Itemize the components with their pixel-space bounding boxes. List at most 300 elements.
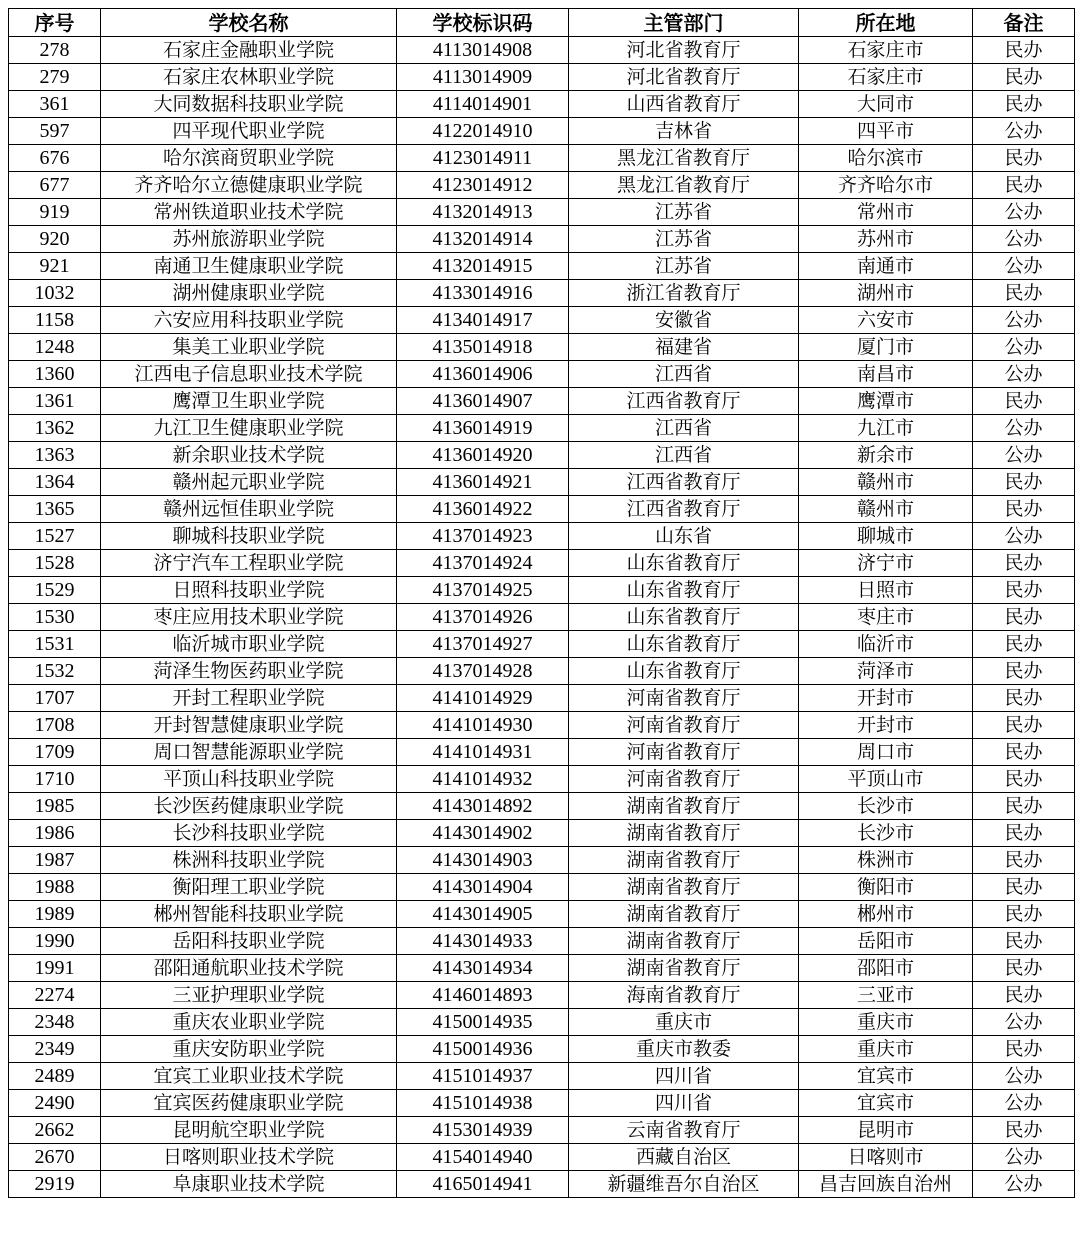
cell-remark: 公办 — [973, 442, 1075, 469]
cell-department: 山东省教育厅 — [569, 577, 799, 604]
cell-location: 枣庄市 — [799, 604, 973, 631]
cell-school-code: 4165014941 — [397, 1171, 569, 1198]
cell-location: 六安市 — [799, 307, 973, 334]
cell-index: 1989 — [9, 901, 101, 928]
table-row — [9, 1090, 1075, 1117]
table-row — [9, 442, 1075, 469]
cell-index: 278 — [9, 37, 101, 64]
cell-department: 湖南省教育厅 — [569, 901, 799, 928]
cell-school-name: 赣州远恒佳职业学院 — [101, 496, 397, 523]
cell-remark: 公办 — [973, 118, 1075, 145]
cell-school-code: 4137014925 — [397, 577, 569, 604]
header-index: 序号 — [9, 9, 101, 37]
cell-remark: 公办 — [973, 1171, 1075, 1198]
cell-location: 重庆市 — [799, 1009, 973, 1036]
header-row — [9, 9, 1075, 37]
table-row — [9, 1171, 1075, 1198]
cell-school-name: 枣庄应用技术职业学院 — [101, 604, 397, 631]
cell-school-code: 4137014928 — [397, 658, 569, 685]
cell-remark: 民办 — [973, 847, 1075, 874]
cell-location: 三亚市 — [799, 982, 973, 1009]
cell-department: 黑龙江省教育厅 — [569, 172, 799, 199]
cell-index: 1530 — [9, 604, 101, 631]
cell-school-code: 4136014922 — [397, 496, 569, 523]
cell-school-name: 周口智慧能源职业学院 — [101, 739, 397, 766]
cell-remark: 民办 — [973, 766, 1075, 793]
cell-location: 济宁市 — [799, 550, 973, 577]
cell-school-code: 4151014938 — [397, 1090, 569, 1117]
cell-department: 福建省 — [569, 334, 799, 361]
cell-school-code: 4136014921 — [397, 469, 569, 496]
cell-school-code: 4114014901 — [397, 91, 569, 118]
cell-location: 宜宾市 — [799, 1090, 973, 1117]
cell-department: 浙江省教育厅 — [569, 280, 799, 307]
table-row — [9, 820, 1075, 847]
header-department: 主管部门 — [569, 9, 799, 37]
cell-index: 2349 — [9, 1036, 101, 1063]
cell-index: 1361 — [9, 388, 101, 415]
cell-department: 江西省教育厅 — [569, 388, 799, 415]
cell-location: 郴州市 — [799, 901, 973, 928]
cell-school-code: 4154014940 — [397, 1144, 569, 1171]
cell-school-name: 菏泽生物医药职业学院 — [101, 658, 397, 685]
cell-school-name: 昆明航空职业学院 — [101, 1117, 397, 1144]
cell-remark: 民办 — [973, 1117, 1075, 1144]
cell-school-name: 哈尔滨商贸职业学院 — [101, 145, 397, 172]
cell-school-name: 阜康职业技术学院 — [101, 1171, 397, 1198]
table-row — [9, 550, 1075, 577]
table-row — [9, 1117, 1075, 1144]
table-row — [9, 874, 1075, 901]
cell-location: 南通市 — [799, 253, 973, 280]
cell-index: 2919 — [9, 1171, 101, 1198]
cell-index: 2670 — [9, 1144, 101, 1171]
table-row — [9, 523, 1075, 550]
cell-school-name: 济宁汽车工程职业学院 — [101, 550, 397, 577]
cell-remark: 民办 — [973, 280, 1075, 307]
cell-department: 西藏自治区 — [569, 1144, 799, 1171]
cell-school-code: 4141014930 — [397, 712, 569, 739]
cell-index: 1158 — [9, 307, 101, 334]
cell-school-name: 湖州健康职业学院 — [101, 280, 397, 307]
table-row — [9, 361, 1075, 388]
table-row — [9, 118, 1075, 145]
cell-remark: 民办 — [973, 739, 1075, 766]
table-row — [9, 577, 1075, 604]
table-row — [9, 847, 1075, 874]
cell-school-code: 4113014909 — [397, 64, 569, 91]
cell-location: 宜宾市 — [799, 1063, 973, 1090]
cell-school-code: 4143014904 — [397, 874, 569, 901]
cell-school-name: 株洲科技职业学院 — [101, 847, 397, 874]
cell-department: 江西省 — [569, 415, 799, 442]
cell-school-code: 4137014926 — [397, 604, 569, 631]
cell-index: 1365 — [9, 496, 101, 523]
cell-index: 1528 — [9, 550, 101, 577]
cell-remark: 公办 — [973, 1009, 1075, 1036]
cell-index: 1532 — [9, 658, 101, 685]
cell-index: 2489 — [9, 1063, 101, 1090]
table-row — [9, 685, 1075, 712]
table-row — [9, 712, 1075, 739]
cell-remark: 民办 — [973, 145, 1075, 172]
table-row — [9, 37, 1075, 64]
cell-index: 1708 — [9, 712, 101, 739]
table-row — [9, 1144, 1075, 1171]
cell-remark: 民办 — [973, 712, 1075, 739]
cell-remark: 民办 — [973, 685, 1075, 712]
cell-remark: 民办 — [973, 496, 1075, 523]
cell-location: 周口市 — [799, 739, 973, 766]
cell-department: 海南省教育厅 — [569, 982, 799, 1009]
cell-index: 1707 — [9, 685, 101, 712]
cell-school-code: 4134014917 — [397, 307, 569, 334]
header-school-name: 学校名称 — [101, 9, 397, 37]
cell-index: 921 — [9, 253, 101, 280]
table-body — [9, 37, 1075, 1198]
cell-remark: 民办 — [973, 469, 1075, 496]
cell-remark: 民办 — [973, 901, 1075, 928]
cell-department: 山东省 — [569, 523, 799, 550]
cell-school-code: 4113014908 — [397, 37, 569, 64]
table-row — [9, 496, 1075, 523]
cell-index: 1990 — [9, 928, 101, 955]
cell-index: 1710 — [9, 766, 101, 793]
cell-department: 湖南省教育厅 — [569, 928, 799, 955]
cell-school-code: 4143014934 — [397, 955, 569, 982]
cell-school-code: 4136014920 — [397, 442, 569, 469]
cell-remark: 民办 — [973, 91, 1075, 118]
cell-location: 平顶山市 — [799, 766, 973, 793]
cell-school-name: 石家庄农林职业学院 — [101, 64, 397, 91]
cell-remark: 公办 — [973, 199, 1075, 226]
cell-department: 湖南省教育厅 — [569, 820, 799, 847]
cell-school-code: 4122014910 — [397, 118, 569, 145]
cell-school-name: 宜宾工业职业技术学院 — [101, 1063, 397, 1090]
cell-location: 开封市 — [799, 685, 973, 712]
cell-location: 南昌市 — [799, 361, 973, 388]
cell-remark: 民办 — [973, 577, 1075, 604]
cell-department: 河南省教育厅 — [569, 766, 799, 793]
cell-location: 昆明市 — [799, 1117, 973, 1144]
cell-school-name: 长沙科技职业学院 — [101, 820, 397, 847]
cell-department: 山东省教育厅 — [569, 604, 799, 631]
cell-index: 1248 — [9, 334, 101, 361]
cell-school-name: 大同数据科技职业学院 — [101, 91, 397, 118]
cell-school-code: 4146014893 — [397, 982, 569, 1009]
cell-index: 2348 — [9, 1009, 101, 1036]
cell-school-name: 集美工业职业学院 — [101, 334, 397, 361]
cell-school-code: 4151014937 — [397, 1063, 569, 1090]
cell-department: 湖南省教育厅 — [569, 847, 799, 874]
cell-school-code: 4141014932 — [397, 766, 569, 793]
cell-school-name: 衡阳理工职业学院 — [101, 874, 397, 901]
cell-school-code: 4123014911 — [397, 145, 569, 172]
table-row — [9, 415, 1075, 442]
cell-remark: 民办 — [973, 1036, 1075, 1063]
cell-index: 1363 — [9, 442, 101, 469]
cell-school-code: 4143014933 — [397, 928, 569, 955]
cell-remark: 民办 — [973, 64, 1075, 91]
cell-location: 邵阳市 — [799, 955, 973, 982]
cell-remark: 公办 — [973, 415, 1075, 442]
cell-index: 1986 — [9, 820, 101, 847]
cell-index: 1529 — [9, 577, 101, 604]
cell-location: 湖州市 — [799, 280, 973, 307]
cell-index: 919 — [9, 199, 101, 226]
cell-location: 苏州市 — [799, 226, 973, 253]
cell-index: 677 — [9, 172, 101, 199]
cell-department: 山东省教育厅 — [569, 658, 799, 685]
cell-location: 长沙市 — [799, 793, 973, 820]
cell-remark: 公办 — [973, 253, 1075, 280]
cell-remark: 民办 — [973, 955, 1075, 982]
table-row — [9, 955, 1075, 982]
cell-remark: 公办 — [973, 1090, 1075, 1117]
cell-school-name: 岳阳科技职业学院 — [101, 928, 397, 955]
cell-school-name: 九江卫生健康职业学院 — [101, 415, 397, 442]
cell-department: 河南省教育厅 — [569, 739, 799, 766]
cell-remark: 民办 — [973, 820, 1075, 847]
cell-school-name: 四平现代职业学院 — [101, 118, 397, 145]
table-row — [9, 793, 1075, 820]
cell-remark: 公办 — [973, 334, 1075, 361]
cell-school-name: 邵阳通航职业技术学院 — [101, 955, 397, 982]
cell-location: 鹰潭市 — [799, 388, 973, 415]
cell-department: 江苏省 — [569, 253, 799, 280]
school-list-table — [8, 8, 1075, 1198]
cell-department: 江西省教育厅 — [569, 469, 799, 496]
cell-school-code: 4133014916 — [397, 280, 569, 307]
cell-department: 湖南省教育厅 — [569, 955, 799, 982]
cell-school-code: 4135014918 — [397, 334, 569, 361]
cell-location: 重庆市 — [799, 1036, 973, 1063]
cell-index: 1527 — [9, 523, 101, 550]
cell-index: 1364 — [9, 469, 101, 496]
cell-school-code: 4123014912 — [397, 172, 569, 199]
table-row — [9, 64, 1075, 91]
cell-index: 597 — [9, 118, 101, 145]
cell-school-name: 石家庄金融职业学院 — [101, 37, 397, 64]
cell-school-name: 重庆农业职业学院 — [101, 1009, 397, 1036]
cell-remark: 民办 — [973, 631, 1075, 658]
cell-school-name: 日喀则职业技术学院 — [101, 1144, 397, 1171]
cell-location: 九江市 — [799, 415, 973, 442]
cell-index: 361 — [9, 91, 101, 118]
table-row — [9, 91, 1075, 118]
table-row — [9, 226, 1075, 253]
cell-index: 2274 — [9, 982, 101, 1009]
cell-location: 株洲市 — [799, 847, 973, 874]
cell-location: 哈尔滨市 — [799, 145, 973, 172]
table-row — [9, 172, 1075, 199]
cell-school-code: 4141014931 — [397, 739, 569, 766]
cell-school-code: 4141014929 — [397, 685, 569, 712]
cell-remark: 公办 — [973, 523, 1075, 550]
cell-department: 江西省 — [569, 442, 799, 469]
cell-school-code: 4137014923 — [397, 523, 569, 550]
cell-school-code: 4143014905 — [397, 901, 569, 928]
cell-department: 山西省教育厅 — [569, 91, 799, 118]
cell-index: 1032 — [9, 280, 101, 307]
cell-department: 四川省 — [569, 1063, 799, 1090]
cell-school-name: 聊城科技职业学院 — [101, 523, 397, 550]
cell-remark: 民办 — [973, 658, 1075, 685]
cell-remark: 民办 — [973, 172, 1075, 199]
cell-school-code: 4136014907 — [397, 388, 569, 415]
table-row — [9, 928, 1075, 955]
cell-department: 重庆市教委 — [569, 1036, 799, 1063]
cell-index: 1531 — [9, 631, 101, 658]
cell-department: 河北省教育厅 — [569, 37, 799, 64]
table-row — [9, 334, 1075, 361]
cell-school-code: 4137014924 — [397, 550, 569, 577]
table-row — [9, 604, 1075, 631]
cell-school-code: 4143014892 — [397, 793, 569, 820]
header-school-code: 学校标识码 — [397, 9, 569, 37]
table-row — [9, 901, 1075, 928]
cell-location: 大同市 — [799, 91, 973, 118]
cell-department: 河南省教育厅 — [569, 685, 799, 712]
cell-location: 开封市 — [799, 712, 973, 739]
cell-school-name: 常州铁道职业技术学院 — [101, 199, 397, 226]
cell-department: 江西省教育厅 — [569, 496, 799, 523]
cell-remark: 公办 — [973, 361, 1075, 388]
cell-remark: 公办 — [973, 1144, 1075, 1171]
cell-school-name: 宜宾医药健康职业学院 — [101, 1090, 397, 1117]
cell-school-name: 三亚护理职业学院 — [101, 982, 397, 1009]
cell-index: 1991 — [9, 955, 101, 982]
cell-department: 山东省教育厅 — [569, 550, 799, 577]
table-row — [9, 199, 1075, 226]
table-row — [9, 982, 1075, 1009]
cell-department: 安徽省 — [569, 307, 799, 334]
cell-school-code: 4136014919 — [397, 415, 569, 442]
cell-index: 1987 — [9, 847, 101, 874]
cell-remark: 民办 — [973, 37, 1075, 64]
cell-department: 四川省 — [569, 1090, 799, 1117]
cell-school-name: 齐齐哈尔立德健康职业学院 — [101, 172, 397, 199]
cell-index: 2662 — [9, 1117, 101, 1144]
cell-department: 江西省 — [569, 361, 799, 388]
cell-department: 河北省教育厅 — [569, 64, 799, 91]
cell-department: 新疆维吾尔自治区 — [569, 1171, 799, 1198]
cell-department: 江苏省 — [569, 226, 799, 253]
cell-school-code: 4132014915 — [397, 253, 569, 280]
cell-school-name: 六安应用科技职业学院 — [101, 307, 397, 334]
cell-department: 河南省教育厅 — [569, 712, 799, 739]
cell-location: 菏泽市 — [799, 658, 973, 685]
table-row — [9, 388, 1075, 415]
cell-remark: 民办 — [973, 874, 1075, 901]
cell-index: 676 — [9, 145, 101, 172]
cell-remark: 民办 — [973, 928, 1075, 955]
cell-index: 1362 — [9, 415, 101, 442]
table-row — [9, 469, 1075, 496]
cell-school-name: 重庆安防职业学院 — [101, 1036, 397, 1063]
cell-school-name: 新余职业技术学院 — [101, 442, 397, 469]
cell-department: 吉林省 — [569, 118, 799, 145]
cell-location: 临沂市 — [799, 631, 973, 658]
cell-school-name: 江西电子信息职业技术学院 — [101, 361, 397, 388]
table-row — [9, 658, 1075, 685]
cell-location: 赣州市 — [799, 469, 973, 496]
table-row — [9, 1063, 1075, 1090]
table-row — [9, 1036, 1075, 1063]
cell-school-code: 4143014902 — [397, 820, 569, 847]
cell-location: 石家庄市 — [799, 37, 973, 64]
cell-remark: 民办 — [973, 793, 1075, 820]
cell-department: 重庆市 — [569, 1009, 799, 1036]
cell-department: 湖南省教育厅 — [569, 793, 799, 820]
cell-location: 衡阳市 — [799, 874, 973, 901]
cell-school-name: 日照科技职业学院 — [101, 577, 397, 604]
table-row — [9, 739, 1075, 766]
cell-remark: 民办 — [973, 550, 1075, 577]
cell-school-name: 开封工程职业学院 — [101, 685, 397, 712]
cell-location: 日照市 — [799, 577, 973, 604]
header-location: 所在地 — [799, 9, 973, 37]
cell-index: 1988 — [9, 874, 101, 901]
cell-remark: 民办 — [973, 388, 1075, 415]
cell-location: 岳阳市 — [799, 928, 973, 955]
cell-school-name: 南通卫生健康职业学院 — [101, 253, 397, 280]
cell-remark: 公办 — [973, 1063, 1075, 1090]
table-row — [9, 145, 1075, 172]
table-row — [9, 766, 1075, 793]
cell-location: 常州市 — [799, 199, 973, 226]
cell-school-code: 4150014935 — [397, 1009, 569, 1036]
cell-school-code: 4150014936 — [397, 1036, 569, 1063]
cell-location: 四平市 — [799, 118, 973, 145]
table-row — [9, 631, 1075, 658]
cell-remark: 公办 — [973, 307, 1075, 334]
cell-location: 石家庄市 — [799, 64, 973, 91]
cell-location: 厦门市 — [799, 334, 973, 361]
cell-department: 江苏省 — [569, 199, 799, 226]
table-row — [9, 307, 1075, 334]
cell-department: 黑龙江省教育厅 — [569, 145, 799, 172]
cell-school-code: 4136014906 — [397, 361, 569, 388]
cell-index: 1709 — [9, 739, 101, 766]
cell-department: 云南省教育厅 — [569, 1117, 799, 1144]
cell-school-code: 4132014913 — [397, 199, 569, 226]
cell-location: 昌吉回族自治州 — [799, 1171, 973, 1198]
cell-department: 湖南省教育厅 — [569, 874, 799, 901]
cell-school-code: 4143014903 — [397, 847, 569, 874]
cell-location: 齐齐哈尔市 — [799, 172, 973, 199]
cell-remark: 民办 — [973, 982, 1075, 1009]
cell-index: 1360 — [9, 361, 101, 388]
cell-location: 日喀则市 — [799, 1144, 973, 1171]
table-row — [9, 280, 1075, 307]
cell-index: 1985 — [9, 793, 101, 820]
cell-remark: 公办 — [973, 226, 1075, 253]
cell-department: 山东省教育厅 — [569, 631, 799, 658]
cell-school-code: 4137014927 — [397, 631, 569, 658]
cell-location: 赣州市 — [799, 496, 973, 523]
cell-location: 聊城市 — [799, 523, 973, 550]
table-row — [9, 1009, 1075, 1036]
cell-school-name: 开封智慧健康职业学院 — [101, 712, 397, 739]
cell-school-name: 苏州旅游职业学院 — [101, 226, 397, 253]
cell-school-name: 鹰潭卫生职业学院 — [101, 388, 397, 415]
table-row — [9, 253, 1075, 280]
cell-school-name: 赣州起元职业学院 — [101, 469, 397, 496]
cell-school-code: 4153014939 — [397, 1117, 569, 1144]
cell-remark: 民办 — [973, 604, 1075, 631]
cell-location: 长沙市 — [799, 820, 973, 847]
